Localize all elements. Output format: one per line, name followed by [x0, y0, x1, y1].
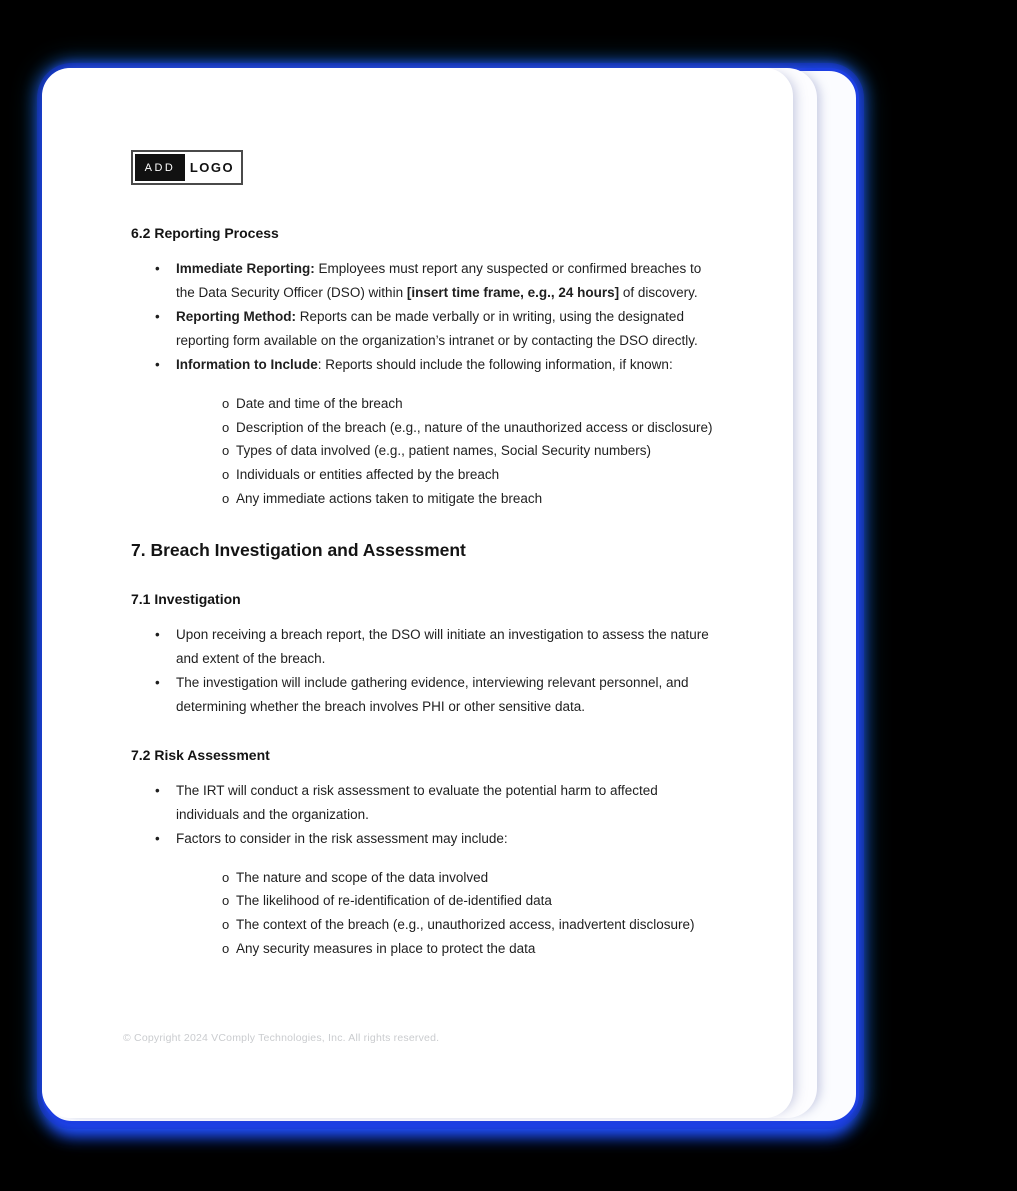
add-logo-placeholder	[131, 150, 243, 185]
list-item: • Upon receiving a breach report, the DSO will initiate an investigation to assess the nature and extent of the breach.	[176, 623, 717, 671]
copyright-footer: © Copyright 2024 VComply Technologies, Inc. All rights reserved.	[123, 1032, 440, 1044]
list-item: • The investigation will include gathering evidence, interviewing relevant personnel, and determining whether the breach involves PHI or other sensitive data.	[176, 671, 717, 719]
section-heading: 7.1 Investigation	[131, 590, 241, 607]
list-item: • The IRT will conduct a risk assessment to evaluate the potential harm to affected individuals and the organization.	[176, 779, 717, 827]
sub-bullet-list	[131, 392, 717, 511]
sub-bullet-list	[131, 866, 717, 961]
section-heading: 7. Breach Investigation and Assessment	[131, 539, 466, 560]
list-item: o Description of the breach (e.g., nature of the unauthorized access or disclosure)	[236, 416, 717, 440]
logo-add-label: ADD	[135, 154, 185, 181]
list-item: o Types of data involved (e.g., patient names, Social Security numbers)	[236, 439, 717, 463]
section-heading: 7.2 Risk Assessment	[131, 746, 270, 763]
list-item: • Immediate Reporting: Employees must report any suspected or confirmed breaches to the Data Security Officer (DSO) within [insert time frame, e.g., 24 hours] of discovery.	[176, 257, 717, 305]
list-item: o The likelihood of re-identification of de-identified data	[236, 889, 717, 913]
bullet-list	[131, 779, 717, 851]
list-item: • Reporting Method: Reports can be made verbally or in writing, using the designated reporting form available on the organization’s intranet or by contacting the DSO directly.	[176, 305, 717, 353]
bullet-list	[131, 623, 717, 719]
list-item: o The nature and scope of the data involved	[236, 866, 717, 890]
document-page-stack	[42, 68, 853, 1118]
list-item: o Date and time of the breach	[236, 392, 717, 416]
list-item: o Individuals or entities affected by the breach	[236, 463, 717, 487]
list-item: o Any security measures in place to protect the data	[236, 937, 717, 961]
document-page	[42, 68, 793, 1118]
list-item: o The context of the breach (e.g., unauthorized access, inadvertent disclosure)	[236, 913, 717, 937]
section-heading: 6.2 Reporting Process	[131, 225, 279, 241]
logo-logo-label: LOGO	[189, 160, 235, 175]
bullet-list	[131, 257, 717, 377]
list-item: o Any immediate actions taken to mitigate the breach	[236, 487, 717, 511]
document-body	[131, 221, 717, 960]
list-item: • Factors to consider in the risk assessment may include:	[176, 827, 717, 851]
list-item: • Information to Include: Reports should include the following information, if known:	[176, 353, 717, 377]
